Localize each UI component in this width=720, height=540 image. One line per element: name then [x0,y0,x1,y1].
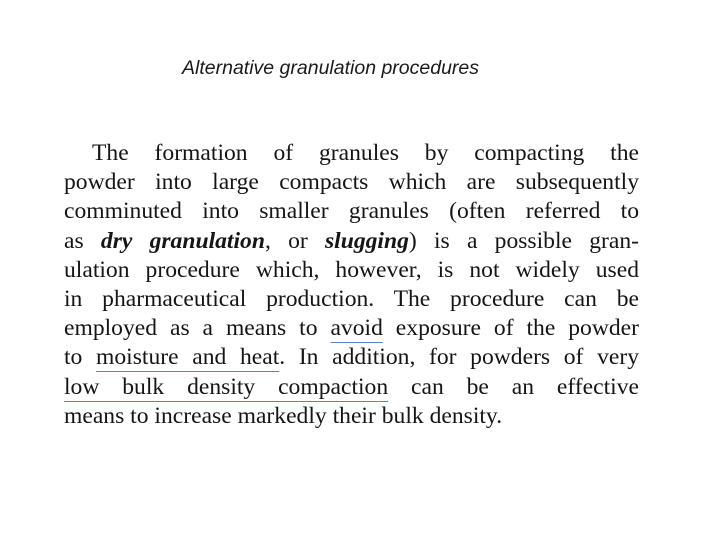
underlined-moisture-and-heat: moisture and heat [96,344,280,371]
section-heading: Alternative granulation procedures [182,57,480,79]
paragraph-line-6: in pharmaceutical production. The procedure can be [64,285,639,312]
body-paragraph [64,139,639,431]
paragraph-line-3: comminuted into smaller granules (often referred to [64,198,639,225]
paragraph-line-2: powder into large compacts which are subsequently [64,169,639,196]
line-7-prefix: employed as a means to [64,315,331,342]
paragraph-line-4 [64,227,639,256]
term-dry-granulation: dry granulation [100,227,265,254]
line-4-prefix: as [64,227,101,254]
underlined-avoid: avoid [330,315,383,342]
paragraph-line-8 [64,343,639,372]
line-4-suffix: ) is a possible gran- [408,227,640,254]
line-7-suffix: exposure of the powder [382,315,639,342]
paragraph-line-5: ulation procedure which, however, is not widely used [64,256,639,283]
line-8-suffix: . In addition, for powders of very [279,344,639,371]
paragraph-line-9 [64,373,639,402]
line-8-prefix: to [64,344,97,371]
underlined-low-bulk-density-compaction: low bulk density compaction [64,373,389,400]
paragraph-line-7 [64,314,639,343]
line-4-middle: , or [264,227,325,254]
line-9-suffix: can be an effective [388,373,639,400]
term-slugging: slugging [324,227,409,254]
paragraph-line-10: means to increase markedly their bulk density. [64,402,503,429]
paragraph-line-1: The formation of granules by compacting the [92,140,639,166]
